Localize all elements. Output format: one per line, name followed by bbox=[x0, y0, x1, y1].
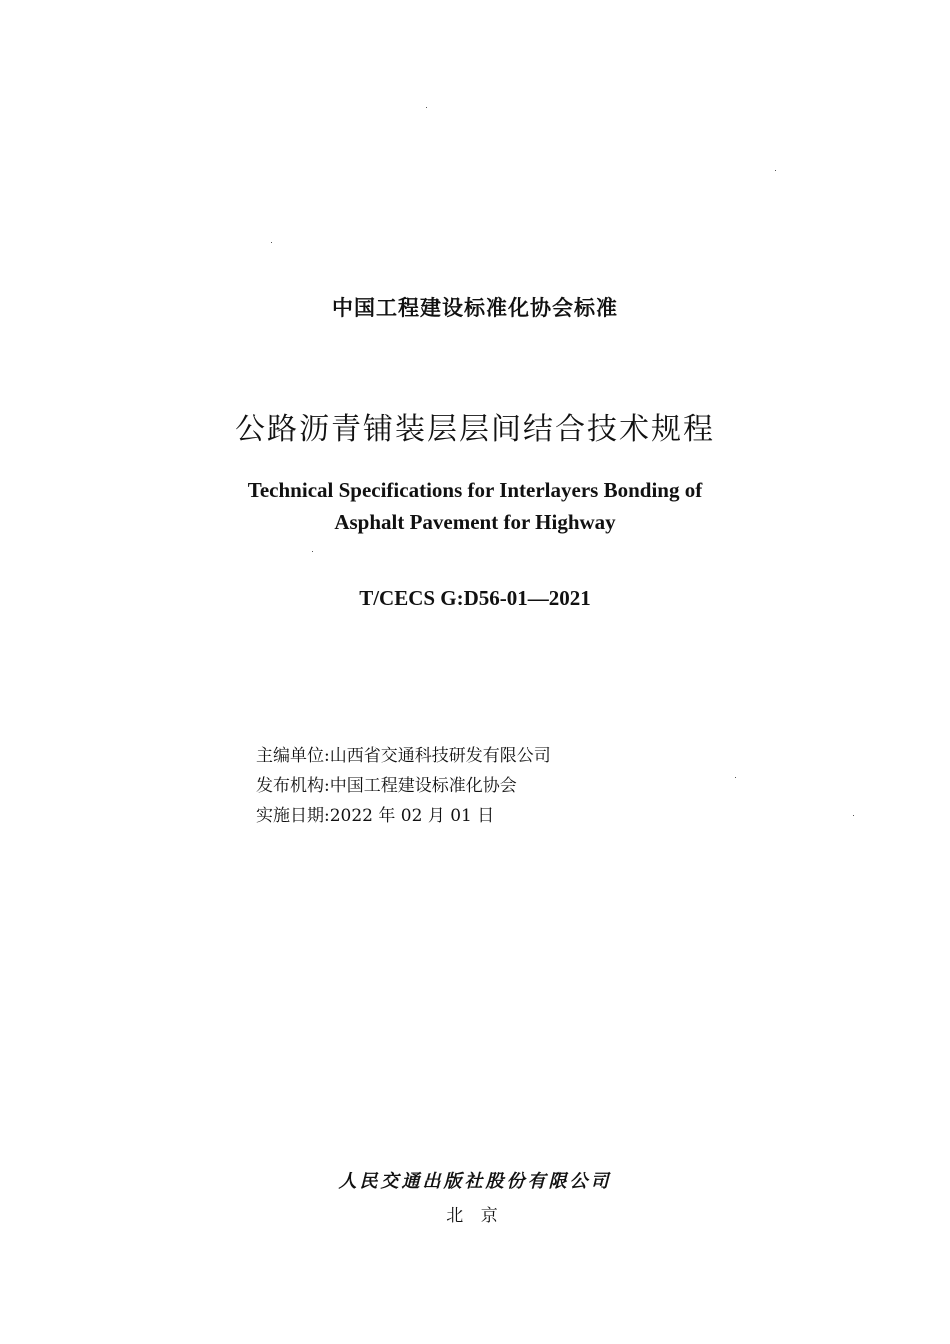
chief-editor-unit: 主编单位:山西省交通科技研发有限公司 bbox=[256, 746, 551, 766]
scan-speck bbox=[775, 170, 776, 171]
publisher-name: 人民交通出版社股份有限公司 bbox=[338, 1171, 612, 1192]
document-title-chinese: 公路沥青铺装层层间结合技术规程 bbox=[235, 412, 715, 447]
scan-speck bbox=[853, 815, 854, 816]
publisher-city: 北 京 bbox=[446, 1206, 504, 1226]
scan-speck bbox=[735, 777, 736, 778]
issuing-organization: 发布机构:中国工程建设标准化协会 bbox=[256, 776, 517, 796]
document-title-english-line-1: Technical Specifications for Interlayers Bonding of bbox=[247, 478, 703, 502]
scan-speck bbox=[426, 107, 427, 108]
document-title-english-line-2: Asphalt Pavement for Highway bbox=[334, 510, 616, 534]
implementation-date: 实施日期:2022 年 02 月 01 日 bbox=[256, 806, 495, 826]
standard-series-title: 中国工程建设标准化协会标准 bbox=[332, 296, 618, 320]
scan-speck bbox=[312, 551, 313, 552]
standard-code: T/CECS G:D56-01—2021 bbox=[359, 586, 591, 610]
scan-speck bbox=[271, 242, 272, 243]
